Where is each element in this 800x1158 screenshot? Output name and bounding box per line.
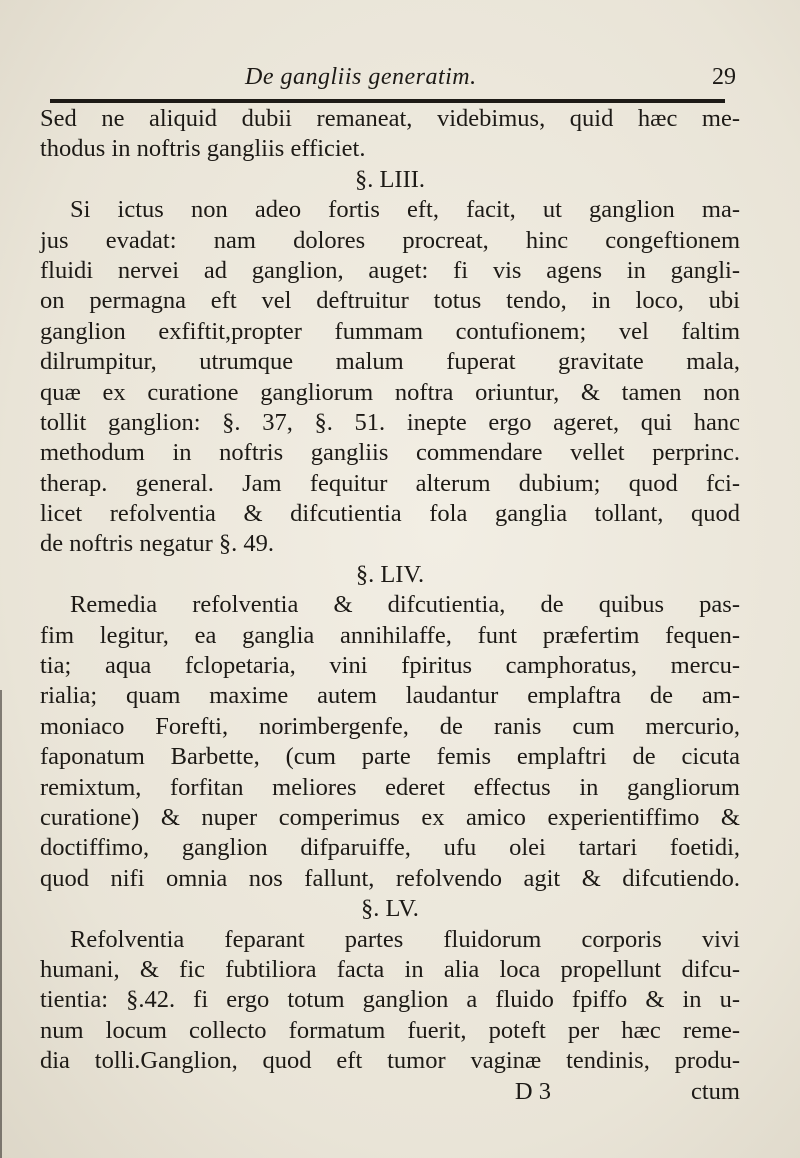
header-rule xyxy=(50,99,725,103)
text-line: dilrumpitur, utrumque malum fuperat gravitate mala, xyxy=(40,348,740,376)
text-line: moniaco Forefti, norimbergenfe, de ranis cum mercurio, xyxy=(40,712,740,740)
text-line: jus evadat: nam dolores procreat, hinc congeftionem xyxy=(40,226,740,254)
text-line: faponatum Barbette, (cum parte femis emplaftri de cicuta xyxy=(40,743,740,771)
page-header xyxy=(0,0,800,118)
binding-edge-shadow xyxy=(0,690,2,1158)
text-line: licet refolventia & difcutientia fola ganglia tollant, quod xyxy=(40,500,740,528)
text-line: Remedia refolventia & difcutientia, de quibus pas- xyxy=(70,591,740,619)
body-text xyxy=(40,104,740,1107)
text-line: Sed ne aliquid dubii remaneat, videbimus, quid hæc me- xyxy=(40,105,740,132)
text-line: rialia; quam maxime autem laudantur emplaftra de am- xyxy=(40,682,740,710)
text-line: humani, & fic fubtiliora facta in alia loca propellunt difcu- xyxy=(40,955,740,983)
section-heading: §. LV. xyxy=(361,895,419,923)
text-line: dia tolli.Ganglion, quod eft tumor vaginæ tendinis, produ- xyxy=(40,1047,740,1075)
text-line: fim legitur, ea ganglia annihilaffe, funt præfertim fequen- xyxy=(40,621,740,649)
text-line: num locum collecto formatum fuerit, poteft per hæc reme- xyxy=(40,1016,740,1044)
text-line: Refolventia feparant partes fluidorum corporis vivi xyxy=(70,925,740,953)
text-line: fluidi nervei ad ganglion, auget: fi vis agens in gangli- xyxy=(40,256,740,284)
text-line: on permagna eft vel deftruitur totus tendo, in loco, ubi xyxy=(40,287,740,315)
page-number: 29 xyxy=(712,64,736,90)
text-line: thodus in noftris gangliis efficiet. xyxy=(40,135,366,163)
signature-mark: D 3 xyxy=(514,1077,551,1105)
catchword: ctum xyxy=(691,1077,740,1105)
text-line: tia; aqua fclopetaria, vini fpiritus camphoratus, mercu- xyxy=(40,652,740,680)
text-line: quod nifi omnia nos fallunt, refolvendo agit & difcutiendo. xyxy=(40,864,740,892)
text-line: ganglion exfiftit,propter fummam contufionem; vel faltim xyxy=(40,317,740,345)
page-footer xyxy=(40,1077,740,1107)
running-title: De gangliis generatim. xyxy=(245,64,477,90)
text-line: doctiffimo, ganglion difparuiffe, ufu olei tartari foetidi, xyxy=(40,834,740,862)
text-line: methodum in noftris gangliis commendare vellet perprinc. xyxy=(40,439,740,467)
text-line: de noftris negatur §. 49. xyxy=(40,530,275,558)
text-line: remixtum, forfitan meliores ederet effectus in gangliorum xyxy=(40,773,740,801)
section-heading: §. LIII. xyxy=(354,165,426,193)
text-line: tollit ganglion: §. 37, §. 51. inepte ergo ageret, qui hanc xyxy=(40,408,740,436)
text-line: therap. general. Jam fequitur alterum dubium; quod fci- xyxy=(40,469,740,497)
section-heading: §. LIV. xyxy=(355,560,425,588)
text-line: tientia: §.42. fi ergo totum ganglion a fluido fpiffo & in u- xyxy=(40,986,740,1014)
text-line: Si ictus non adeo fortis eft, facit, ut ganglion ma- xyxy=(70,196,740,224)
text-line: quæ ex curatione gangliorum noftra oriuntur, & tamen non xyxy=(40,378,740,406)
text-line: curatione) & nuper comperimus ex amico experientiffimo & xyxy=(40,803,740,831)
